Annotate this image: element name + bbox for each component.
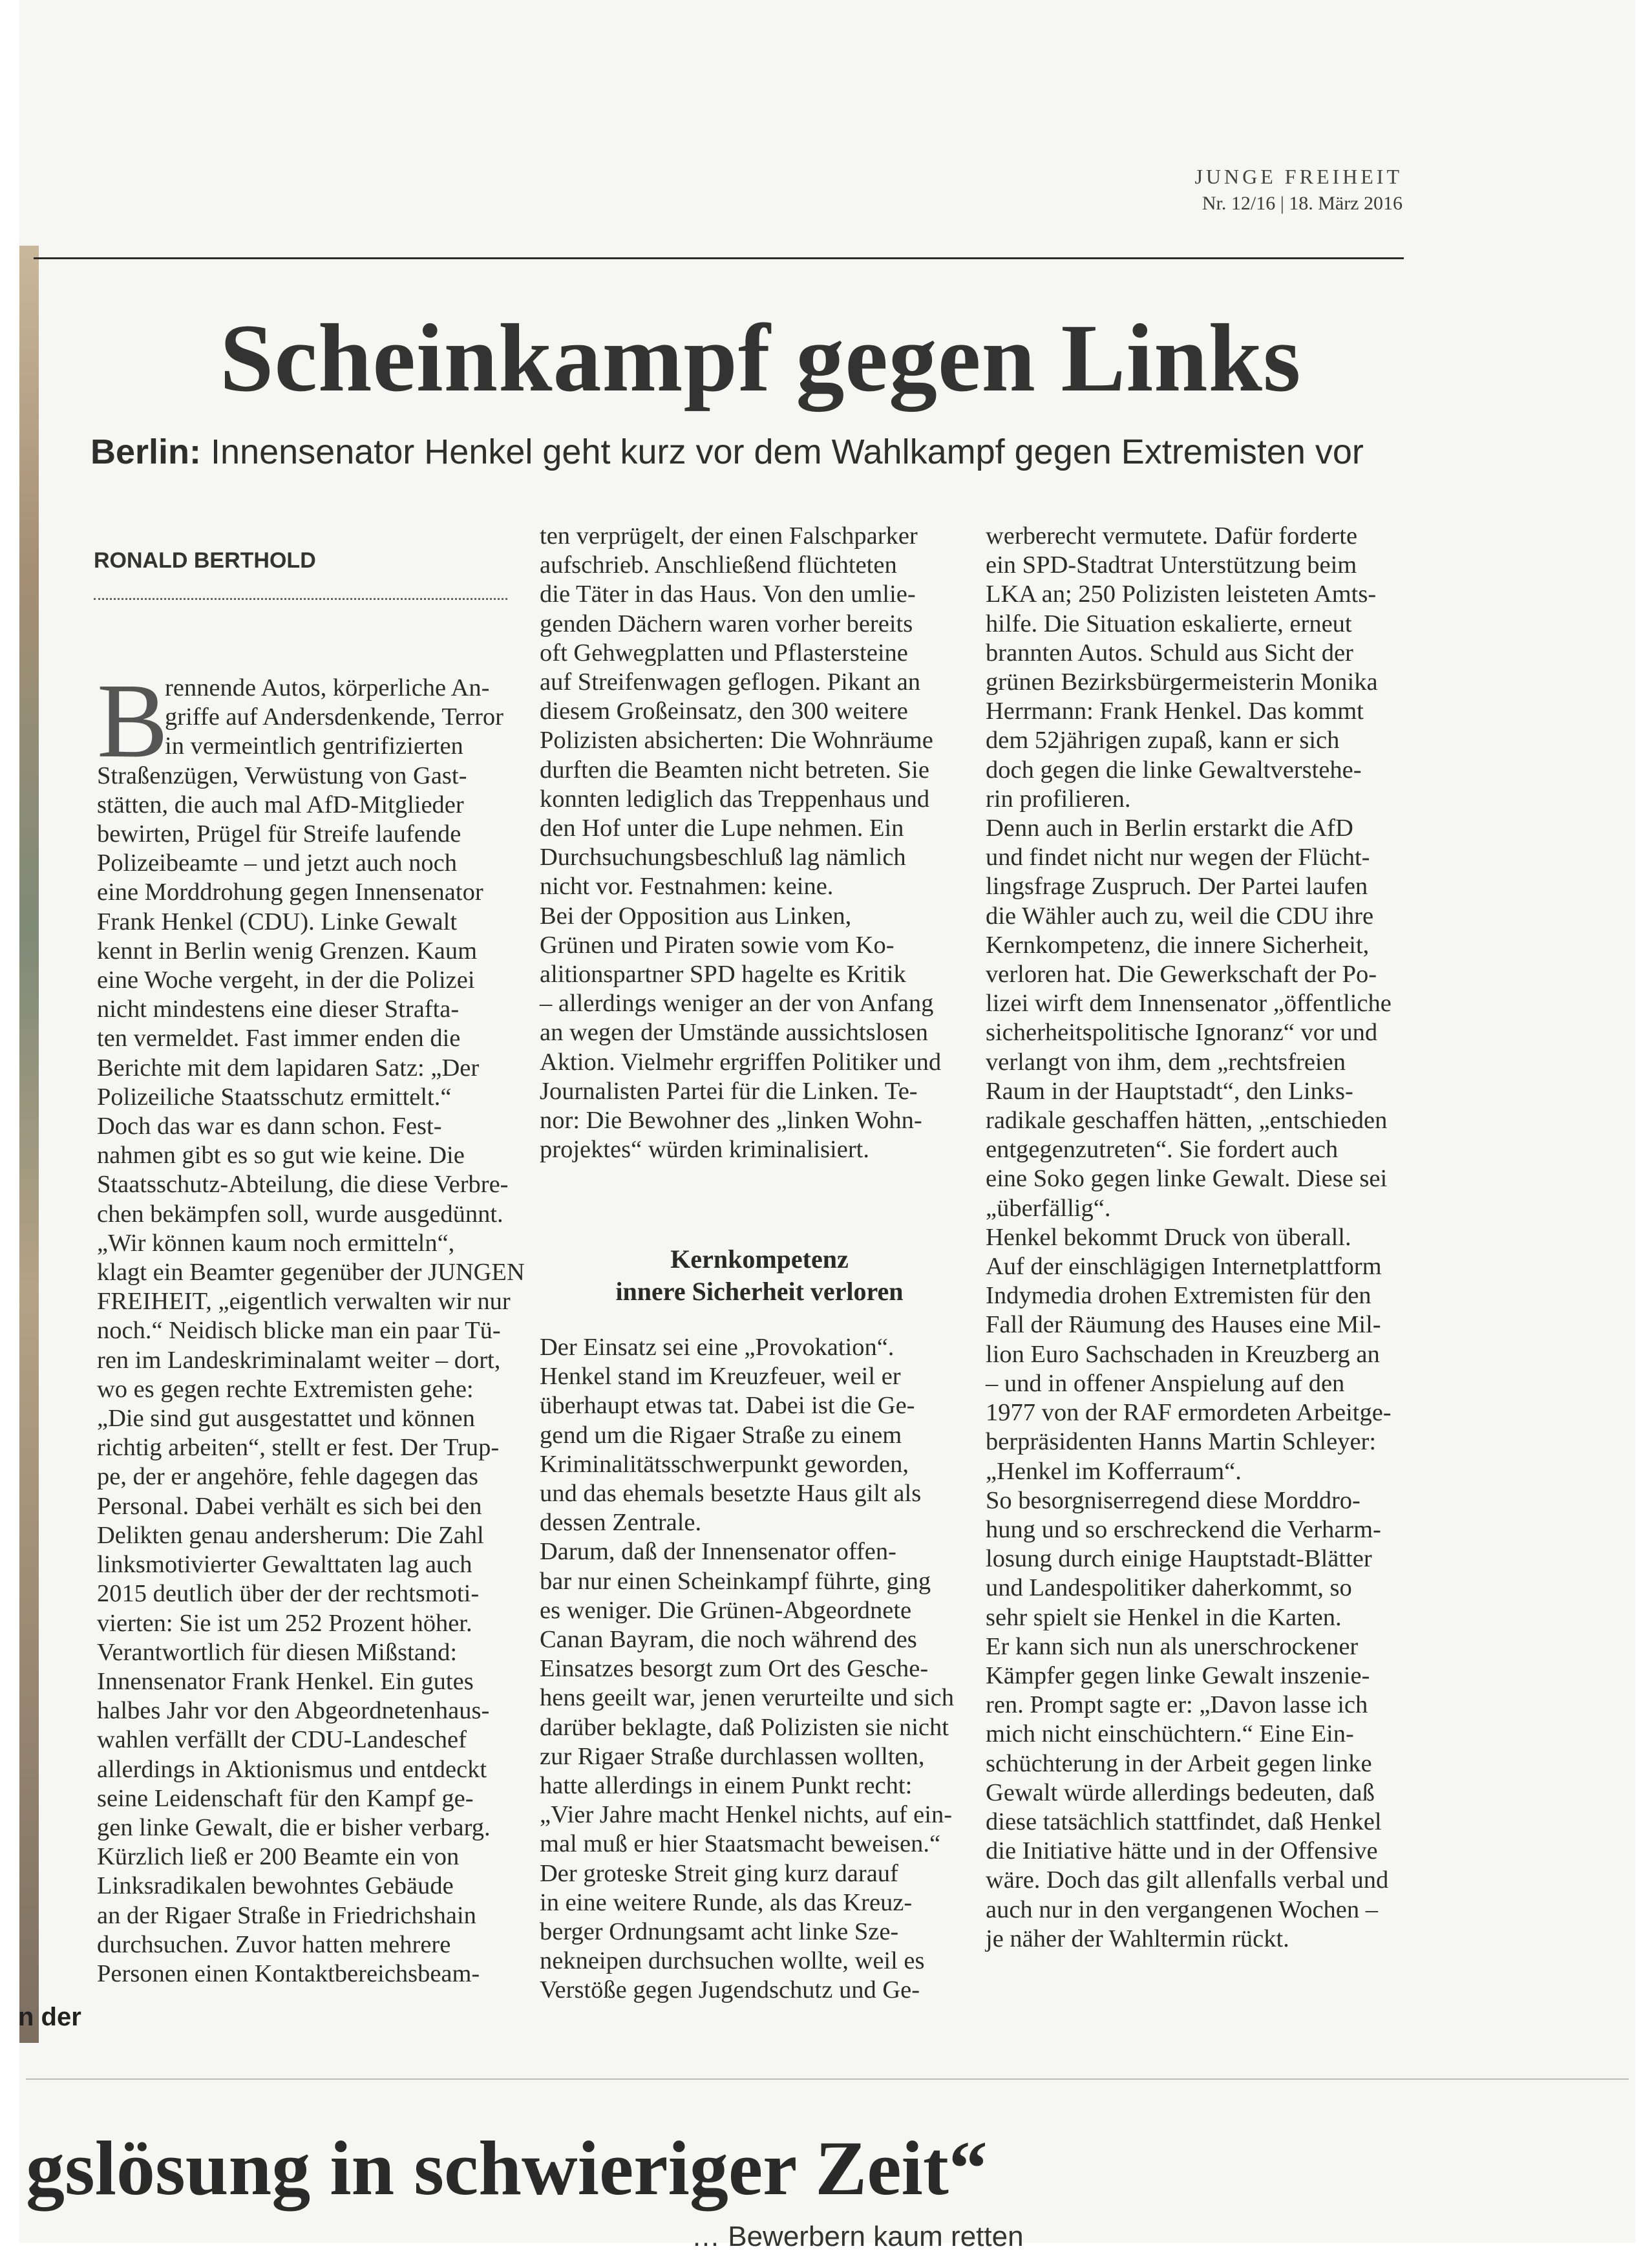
text-line: die Wähler auch zu, weil die CDU ihre <box>986 902 1374 930</box>
text-line: alitionspartner SPD hagelte es Kritik <box>540 961 906 988</box>
text-line: und findet nicht nur wegen der Flücht- <box>986 844 1370 871</box>
text-line: nekneipen durchsuchen wollte, weil es <box>540 1947 925 1975</box>
text-line: konnten lediglich das Treppenhaus und <box>540 785 930 813</box>
text-line: diesem Großeinsatz, den 300 weitere <box>540 698 908 725</box>
text-line: zur Rigaer Straße durchlassen wollten, <box>540 1742 925 1770</box>
text-line: die Initiative hätte und in der Offensive <box>986 1837 1378 1865</box>
text-line: verlangt von ihm, dem „rechtsfreien <box>986 1048 1346 1076</box>
text-line: werberecht vermutete. Dafür forderte <box>986 522 1358 550</box>
text-line: auf Streifenwagen geflogen. Pikant an <box>540 668 921 696</box>
text-line: Innensenator Frank Henkel. Ein gutes <box>97 1667 474 1695</box>
text-line: ten verprügelt, der einen Falschparker <box>540 522 918 550</box>
text-line: mich nicht einschüchtern.“ Eine Ein- <box>986 1720 1354 1748</box>
next-article-headline: gslösung in schwieriger Zeit“ <box>26 2125 988 2211</box>
text-line: Polizeiliche Staatsschutz ermittelt.“ <box>97 1083 452 1111</box>
text-line: projektes“ würden kriminalisiert. <box>540 1136 869 1164</box>
text-line: bar nur einen Scheinkampf führte, ging <box>540 1567 931 1595</box>
text-line: gen linke Gewalt, die er bisher verbarg. <box>97 1813 491 1841</box>
text-line: Delikten genau andersherum: Die Zahl <box>97 1521 484 1549</box>
text-line: Journalisten Partei für die Linken. Te- <box>540 1077 918 1105</box>
text-line: Einsatzes besorgt zum Ort des Gesche- <box>540 1655 929 1683</box>
text-line: Auf der einschlägigen Internetplattform <box>986 1253 1382 1281</box>
masthead-issue: Nr. 12/16 | 18. März 2016 <box>1202 193 1403 214</box>
text-line: Doch das war es dann schon. Fest- <box>97 1113 442 1140</box>
text-line: Der groteske Streit ging kurz darauf <box>540 1859 898 1887</box>
text-line: diese tatsächlich stattfindet, daß Henkel <box>986 1808 1382 1835</box>
text-line: lingsfrage Zuspruch. Der Partei laufen <box>986 873 1368 901</box>
text-line: Durchsuchungsbeschluß lag nämlich <box>540 844 906 871</box>
text-line: Henkel bekommt Druck von überall. <box>986 1223 1351 1251</box>
text-line: mal muß er hier Staatsmacht beweisen.“ <box>540 1830 941 1858</box>
text-line: überhaupt etwas tat. Dabei ist die Ge- <box>540 1392 915 1420</box>
text-line: Verantwortlich für diesen Mißstand: <box>97 1638 458 1666</box>
scan-margin <box>0 0 19 2243</box>
article-column-3 <box>986 522 1425 1954</box>
text-line: sicherheitspolitische Ignoranz“ vor und <box>986 1019 1378 1047</box>
text-line: nahmen gibt es so gut wie keine. Die <box>97 1142 465 1169</box>
subheading-line-1: Kernkompetenz <box>670 1244 849 1274</box>
text-line: hatte allerdings in einem Punkt recht: <box>540 1772 913 1800</box>
text-line: Berichte mit dem lapidaren Satz: „Der <box>97 1054 480 1082</box>
byline-divider <box>94 598 507 600</box>
text-line: in vermeintlich gentrifizierten <box>165 732 463 760</box>
text-line: 1977 von der RAF ermordeten Arbeitge- <box>986 1399 1392 1427</box>
text-line: auch nur in den vergangenen Wochen – <box>986 1895 1378 1923</box>
text-line: stätten, die auch mal AfD-Mitglieder <box>97 791 464 818</box>
text-line: Polizisten absicherten: Die Wohnräume <box>540 727 933 754</box>
text-line: Kämpfer gegen linke Gewalt inszenie- <box>986 1661 1370 1689</box>
text-line: Indymedia drohen Extremisten für den <box>986 1282 1371 1310</box>
text-line: berpräsidenten Hanns Martin Schleyer: <box>986 1428 1377 1456</box>
text-line: Kürzlich ließ er 200 Beamte ein von <box>97 1843 460 1871</box>
text-line: an wegen der Umstände aussichtslosen <box>540 1019 928 1047</box>
text-line: gend um die Rigaer Straße zu einem <box>540 1421 902 1449</box>
text-line: aufschrieb. Anschließend flüchteten <box>540 551 897 579</box>
text-line: verloren hat. Die Gewerkschaft der Po- <box>986 961 1377 988</box>
article-column-2 <box>540 522 979 1164</box>
adjacent-article-fragment: n der <box>18 2003 81 2031</box>
text-line: Raum in der Hauptstadt“, den Links- <box>986 1077 1353 1105</box>
text-line: grünen Bezirksbürgermeisterin Monika <box>986 668 1378 696</box>
text-line: Aktion. Vielmehr ergriffen Politiker und <box>540 1048 942 1076</box>
text-line: Kernkompetenz, die innere Sicherheit, <box>986 931 1370 959</box>
text-line: linksmotivierter Gewalttaten lag auch <box>97 1551 472 1579</box>
text-line: vierten: Sie ist um 252 Prozent höher. <box>97 1609 472 1637</box>
text-line: Herrmann: Frank Henkel. Das kommt <box>986 698 1364 725</box>
text-line: wahlen verfällt der CDU-Landeschef <box>97 1726 467 1754</box>
subtitle-location: Berlin: <box>90 432 202 471</box>
text-line: sehr spielt sie Henkel in die Karten. <box>986 1603 1342 1631</box>
text-line: eine Morddrohung gegen Innensenator <box>97 879 483 906</box>
text-line: noch.“ Neidisch blicke man ein paar Tü- <box>97 1317 501 1345</box>
text-line: brannten Autos. Schuld aus Sicht der <box>986 639 1353 667</box>
text-line: Bei der Opposition aus Linken, <box>540 902 852 930</box>
text-line: ren im Landeskriminalamt weiter – dort, <box>97 1346 501 1374</box>
text-line: – allerdings weniger an der von Anfang <box>540 990 934 1018</box>
text-line: Polizeibeamte – und jetzt auch noch <box>97 849 457 877</box>
text-line: Personen einen Kontaktbereichsbeam- <box>97 1959 480 1987</box>
text-line: genden Dächern waren vorher bereits <box>540 610 913 637</box>
author-byline: RONALD BERTHOLD <box>94 548 316 573</box>
text-line: pe, der er angehöre, fehle dagegen das <box>97 1463 479 1491</box>
text-line: die Täter in das Haus. Von den umlie- <box>540 581 916 608</box>
text-line: ren. Prompt sagte er: „Davon lasse ich <box>986 1691 1368 1719</box>
text-line: Personal. Dabei verhält es sich bei den <box>97 1492 482 1520</box>
text-line: Grünen und Piraten sowie vom Ko- <box>540 931 895 959</box>
text-line: je näher der Wahltermin rückt. <box>986 1925 1289 1952</box>
text-line: und Landespolitiker daherkommt, so <box>986 1574 1352 1602</box>
text-line: dem 52jährigen zupaß, kann er sich <box>986 727 1340 754</box>
text-line: nicht vor. Festnahmen: keine. <box>540 873 834 901</box>
text-line: darüber beklagte, daß Polizisten sie nicht <box>540 1713 949 1741</box>
text-line: „Henkel im Kofferraum“. <box>986 1457 1242 1485</box>
text-line: durchsuchen. Zuvor hatten mehrere <box>97 1930 451 1958</box>
text-line: Kriminalitätsschwerpunkt geworden, <box>540 1450 909 1478</box>
text-line: doch gegen die linke Gewaltverstehe- <box>986 756 1362 784</box>
text-line: nor: Die Bewohner des „linken Wohn- <box>540 1107 922 1135</box>
text-line: lizei wirft dem Innensenator „öffentliche <box>986 990 1392 1018</box>
text-line: – und in offener Anspielung auf den <box>986 1369 1345 1397</box>
text-line: hilfe. Die Situation eskalierte, erneut <box>986 610 1352 637</box>
article-title: Scheinkampf gegen Links <box>220 304 1302 412</box>
text-line: „Vier Jahre macht Henkel nichts, auf ein- <box>540 1801 953 1829</box>
text-line: Denn auch in Berlin erstarkt die AfD <box>986 815 1353 842</box>
adjacent-image-strip <box>19 246 39 2043</box>
text-line: Darum, daß der Innensenator offen- <box>540 1538 896 1566</box>
text-line: Straßenzügen, Verwüstung von Gast- <box>97 762 467 789</box>
text-line: wo es gegen rechte Extremisten gehe: <box>97 1375 474 1403</box>
text-line: Frank Henkel (CDU). Linke Gewalt <box>97 908 458 935</box>
text-line: eine Soko gegen linke Gewalt. Diese sei <box>986 1165 1388 1193</box>
next-article-subline: … Bewerbern kaum retten <box>692 2221 1024 2252</box>
text-line: allerdings in Aktionismus und entdeckt <box>97 1755 487 1783</box>
text-line: ein SPD-Stadtrat Unterstützung beim <box>986 551 1357 579</box>
text-line: „Die sind gut ausgestattet und können <box>97 1405 475 1433</box>
bottom-divider <box>26 2078 1629 2080</box>
text-line: rin profilieren. <box>986 785 1131 813</box>
text-line: losung durch einige Hauptstadt-Blätter <box>986 1545 1372 1573</box>
text-line: LKA an; 250 Polizisten leisteten Amts- <box>986 581 1377 608</box>
text-line: nicht mindestens eine dieser Strafta- <box>97 996 460 1023</box>
article-column-1 <box>97 661 525 1989</box>
text-line: bewirten, Prügel für Streife laufende <box>97 820 461 848</box>
text-line: durften die Beamten nicht betreten. Sie <box>540 756 929 784</box>
text-line: griffe auf Andersdenkende, Terror <box>165 703 503 731</box>
text-line: oft Gehwegplatten und Pflastersteine <box>540 639 908 667</box>
text-line: Staatsschutz-Abteilung, die diese Verbre- <box>97 1171 509 1199</box>
text-line: ten vermeldet. Fast immer enden die <box>97 1025 461 1052</box>
text-line: Henkel stand im Kreuzfeuer, weil er <box>540 1363 901 1391</box>
masthead <box>1060 165 1403 215</box>
article-subtitle <box>90 432 1364 472</box>
text-line: Er kann sich nun als unerschrockener <box>986 1632 1359 1660</box>
text-line: entgegenzutreten“. Sie fordert auch <box>986 1136 1339 1164</box>
text-line: chen bekämpfen soll, wurde ausgedünnt. <box>97 1200 503 1228</box>
text-line: „überfällig“. <box>986 1194 1111 1222</box>
text-line: radikale geschaffen hätten, „entschieden <box>986 1107 1388 1135</box>
article-column-2-continued <box>540 1333 979 2005</box>
text-line: in eine weitere Runde, als das Kreuz- <box>540 1888 913 1916</box>
subtitle-text: Innensenator Henkel geht kurz vor dem Wahlkampf gegen Extremisten vor <box>201 432 1364 471</box>
text-line: hens geeilt war, jenen verurteilte und sich <box>540 1684 954 1712</box>
text-line: Canan Bayram, die noch während des <box>540 1626 917 1654</box>
text-line: hung und so erschreckend die Verharm- <box>986 1515 1381 1543</box>
text-line: und das ehemals besetzte Haus gilt als <box>540 1480 922 1508</box>
header-rule <box>34 257 1404 259</box>
text-line: Linksradikalen bewohntes Gebäude <box>97 1872 454 1900</box>
text-line: an der Rigaer Straße in Friedrichshain <box>97 1901 476 1929</box>
text-line: klagt ein Beamter gegenüber der JUNGEN <box>97 1259 525 1287</box>
drop-cap: B <box>97 661 169 780</box>
text-line: eine Woche vergeht, in der die Polizei <box>97 966 475 994</box>
text-line: seine Leidenschaft für den Kampf ge- <box>97 1784 474 1812</box>
text-line: lion Euro Sachschaden in Kreuzberg an <box>986 1340 1380 1368</box>
text-line: Gewalt würde allerdings bedeuten, daß <box>986 1778 1375 1806</box>
text-line: 2015 deutlich über der der rechtsmoti- <box>97 1580 480 1608</box>
text-line: „Wir können kaum noch ermitteln“, <box>97 1229 455 1257</box>
text-line: wäre. Doch das gilt allenfalls verbal und <box>986 1866 1389 1894</box>
masthead-paper-name: JUNGE FREIHEIT <box>1194 165 1403 188</box>
text-line: FREIHEIT, „eigentlich verwalten wir nur <box>97 1288 511 1316</box>
text-line: berger Ordnungsamt acht linke Sze- <box>540 1918 899 1946</box>
text-line: den Hof unter die Lupe nehmen. Ein <box>540 815 904 842</box>
text-line: es weniger. Die Grünen-Abgeordnete <box>540 1596 912 1624</box>
subheading-line-2: innere Sicherheit verloren <box>615 1277 904 1306</box>
article-subheading <box>540 1243 979 1308</box>
text-line: schüchterung in der Arbeit gegen linke <box>986 1749 1372 1777</box>
text-line: dessen Zentrale. <box>540 1509 702 1537</box>
text-line: rennende Autos, körperliche An- <box>165 674 490 701</box>
text-line: Fall der Räumung des Hauses eine Mil- <box>986 1311 1381 1339</box>
text-line: Verstöße gegen Jugendschutz und Ge- <box>540 1976 920 2004</box>
text-line: So besorgniserregend diese Morddro- <box>986 1486 1361 1514</box>
text-line: halbes Jahr vor den Abgeordnetenhaus- <box>97 1697 490 1725</box>
text-line: richtig arbeiten“, stellt er fest. Der Trup- <box>97 1434 500 1462</box>
text-line: kennt in Berlin wenig Grenzen. Kaum <box>97 937 478 965</box>
text-line: Der Einsatz sei eine „Provokation“. <box>540 1334 895 1361</box>
